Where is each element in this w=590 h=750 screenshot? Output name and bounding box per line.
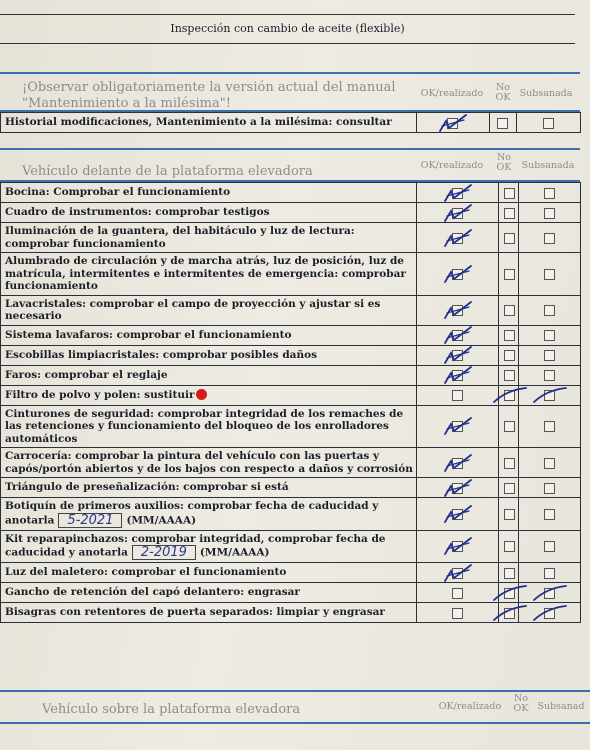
checkbox[interactable]: [504, 483, 515, 494]
row-label-cell: [1, 113, 417, 133]
checkbox[interactable]: [543, 118, 554, 129]
row-label: Historial modificaciones, Mantenimiento a la milésima: consultar: [5, 116, 392, 129]
no-ok-checkbox[interactable]: [499, 419, 521, 435]
ok-checkbox[interactable]: [447, 419, 469, 435]
red-dot-icon: [196, 389, 207, 400]
row-label-cell: [1, 530, 417, 563]
ok-checkbox[interactable]: [447, 328, 469, 344]
ok-checkbox[interactable]: [447, 267, 469, 283]
col-subsanada-header: Subsanada: [519, 88, 573, 99]
subsanada-checkbox[interactable]: [539, 507, 561, 523]
checkbox[interactable]: [544, 568, 555, 579]
subsanada-checkbox[interactable]: [539, 566, 561, 582]
col-no-ok-header: No OK: [495, 82, 511, 103]
subsanada-checkbox[interactable]: [539, 206, 561, 222]
subsanada-checkbox[interactable]: [539, 186, 561, 202]
section-front: [0, 148, 581, 623]
row-label: Faros: comprobar el reglaje: [5, 368, 168, 381]
checkbox[interactable]: [544, 208, 555, 219]
ok-checkbox[interactable]: [447, 368, 469, 384]
checklist-row: [1, 223, 581, 253]
no-ok-checkbox[interactable]: [499, 267, 521, 283]
checkbox[interactable]: [544, 541, 555, 552]
ok-checkbox[interactable]: [447, 586, 469, 602]
ok-checkbox[interactable]: [447, 456, 469, 472]
row-label: Iluminación de la guantera, del habitáculo y luz de lectura: comprobar funcionamiento: [5, 225, 355, 250]
no-ok-checkbox[interactable]: [499, 368, 521, 384]
section-manual-table: [0, 112, 581, 133]
ok-checkbox[interactable]: [447, 539, 469, 555]
checklist-row: [1, 325, 581, 345]
checkbox[interactable]: [504, 305, 515, 316]
col-subsanada-header: Subsanad: [537, 701, 585, 712]
row-label-cell: [1, 448, 417, 478]
subsanada-checkbox[interactable]: [539, 481, 561, 497]
checklist-row: [1, 253, 581, 296]
col-no-ok-header: No OK: [496, 152, 512, 173]
row-label-cell: [1, 295, 417, 325]
subsanada-checkbox[interactable]: [539, 231, 561, 247]
subsanada-checkbox[interactable]: [539, 419, 561, 435]
row-label-cell: [1, 583, 417, 603]
subsanada-checkbox[interactable]: [539, 388, 561, 404]
no-ok-checkbox[interactable]: [499, 186, 521, 202]
ok-checkbox[interactable]: [447, 303, 469, 319]
no-ok-checkbox[interactable]: [499, 586, 521, 602]
row-label-cell: [1, 253, 417, 296]
date-format-hint: (MM/AAAA): [126, 514, 197, 526]
checklist-row: [1, 295, 581, 325]
checkbox[interactable]: [504, 458, 515, 469]
no-ok-checkbox[interactable]: [499, 606, 521, 622]
ok-checkbox[interactable]: [447, 388, 469, 404]
row-label: Carrocería: comprobar la pintura del vehículo con las puertas y capós/portón abiertos y de los bajos con respecto a daños y corrosión: [5, 450, 413, 475]
col-ok-header: OK/realizado: [438, 701, 502, 712]
no-ok-checkbox[interactable]: [499, 566, 521, 582]
no-ok-checkbox[interactable]: [499, 206, 521, 222]
checklist-row: [1, 563, 581, 583]
checkbox[interactable]: [544, 188, 555, 199]
ok-checkbox[interactable]: [447, 186, 469, 202]
row-label-cell: [1, 345, 417, 365]
no-ok-checkbox[interactable]: [499, 456, 521, 472]
date-format-hint: (MM/AAAA): [199, 546, 270, 559]
row-label-cell: [1, 563, 417, 583]
row-label-cell: [1, 365, 417, 385]
row-label: Bisagras con retentores de puerta separados: limpiar y engrasar: [5, 606, 385, 619]
row-label-cell: [1, 223, 417, 253]
row-label: Luz del maletero: comprobar el funcionamiento: [5, 566, 287, 579]
row-label: Kit reparapinchazos: comprobar integridad, comprobar fecha de caducidad y anotarla: [5, 532, 386, 559]
col-no-ok-header: No OK: [513, 693, 529, 714]
no-ok-checkbox[interactable]: [492, 116, 514, 132]
no-ok-checkbox[interactable]: [499, 481, 521, 497]
row-label: Filtro de polvo y polen: sustituir: [5, 388, 195, 401]
ok-checkbox[interactable]: [447, 606, 469, 622]
row-label: Cinturones de seguridad: comprobar integridad de los remaches de las retenciones y funcionamiento del bloqueo de los enrolladores automáticos: [5, 407, 404, 445]
checklist-row: [1, 385, 581, 405]
no-ok-checkbox[interactable]: [499, 231, 521, 247]
ok-checkbox[interactable]: [447, 348, 469, 364]
checklist-row: [1, 203, 581, 223]
section-lift-title: Vehículo sobre la plataforma elevadora: [42, 702, 301, 717]
checkbox[interactable]: [544, 421, 555, 432]
checkbox[interactable]: [544, 370, 555, 381]
subsanada-checkbox[interactable]: [539, 539, 561, 555]
ok-checkbox[interactable]: [447, 231, 469, 247]
no-ok-checkbox[interactable]: [499, 348, 521, 364]
handwritten-date-field[interactable]: 2-2019: [132, 545, 196, 560]
checkbox[interactable]: [504, 370, 515, 381]
row-label: Sistema lavafaros: comprobar el funcionamiento: [5, 328, 292, 341]
checklist-row: [1, 448, 581, 478]
subsanada-checkbox[interactable]: [539, 586, 561, 602]
checkbox[interactable]: [544, 483, 555, 494]
row-label-cell: [1, 325, 417, 345]
col-subsanada-header: Subsanada: [521, 160, 575, 171]
checkbox[interactable]: [504, 350, 515, 361]
checkbox[interactable]: [452, 390, 463, 401]
checkbox[interactable]: [504, 269, 515, 280]
row-label: Gancho de retención del capó delantero: engrasar: [5, 586, 300, 599]
checkbox[interactable]: [544, 305, 555, 316]
row-label: Escobillas limpiacristales: comprobar posibles daños: [5, 348, 318, 361]
subsanada-checkbox[interactable]: [538, 116, 560, 132]
checklist-row: [1, 345, 581, 365]
checkbox[interactable]: [504, 568, 515, 579]
checklist-row: [1, 183, 581, 203]
checklist-row: [1, 405, 581, 448]
col-ok-header: OK/realizado: [420, 160, 484, 171]
ok-checkbox[interactable]: [447, 566, 469, 582]
section-front-table: [0, 182, 581, 623]
checkbox[interactable]: [544, 269, 555, 280]
row-label: Cuadro de instrumentos: comprobar testigos: [5, 206, 270, 219]
no-ok-checkbox[interactable]: [499, 507, 521, 523]
no-ok-checkbox[interactable]: [499, 303, 521, 319]
row-label: Botiquín de primeros auxilios: comprobar fecha de caducidad y anotarla: [5, 500, 379, 526]
checklist-row: [1, 583, 581, 603]
checkbox[interactable]: [504, 208, 515, 219]
handwritten-date-field[interactable]: 5-2021: [58, 513, 122, 528]
checkbox[interactable]: [504, 188, 515, 199]
subsanada-checkbox[interactable]: [539, 606, 561, 622]
document-title: Inspección con cambio de aceite (flexible): [0, 14, 575, 44]
checklist-row: [1, 478, 581, 498]
checklist-row: [1, 603, 581, 623]
section-front-title: Vehículo delante de la plataforma elevadora: [22, 164, 313, 179]
checkbox[interactable]: [504, 330, 515, 341]
row-label-cell: [1, 385, 417, 405]
checkbox[interactable]: [544, 233, 555, 244]
subsanada-checkbox[interactable]: [539, 328, 561, 344]
row-label: Alumbrado de circulación y de marcha atrás, luz de posición, luz de matrícula, intermitentes e intermitentes de emergencia: comprobar funcionamiento: [5, 255, 406, 292]
section-lift: [0, 690, 590, 724]
row-label: Lavacristales: comprobar el campo de proyección y ajustar si es necesario: [5, 297, 381, 322]
subsanada-checkbox[interactable]: [539, 303, 561, 319]
subsanada-checkbox[interactable]: [539, 348, 561, 364]
checkbox[interactable]: [504, 541, 515, 552]
section-manual-title: ¡Observar obligatoriamente la versión actual del manual "Mantenimiento a la milésima"!: [22, 80, 396, 111]
subsanada-checkbox[interactable]: [539, 456, 561, 472]
ok-checkbox[interactable]: [447, 481, 469, 497]
checkbox[interactable]: [544, 330, 555, 341]
section-lift-header: [0, 690, 590, 724]
row-label: Bocina: Comprobar el funcionamiento: [5, 186, 231, 199]
row-label: Triángulo de preseñalización: comprobar si está: [5, 481, 289, 494]
ok-checkbox[interactable]: [447, 206, 469, 222]
checkbox[interactable]: [544, 350, 555, 361]
checkbox[interactable]: [504, 509, 515, 520]
row-label-cell: [1, 405, 417, 448]
subsanada-checkbox[interactable]: [539, 368, 561, 384]
col-ok-header: OK/realizado: [420, 88, 484, 99]
subsanada-checkbox[interactable]: [539, 267, 561, 283]
checklist-row: [1, 365, 581, 385]
checkbox[interactable]: [452, 608, 463, 619]
section-manual: [0, 72, 581, 133]
row-label-cell: [1, 183, 417, 203]
checkbox[interactable]: [497, 118, 508, 129]
checkbox[interactable]: [544, 458, 555, 469]
row-label-cell: [1, 203, 417, 223]
no-ok-checkbox[interactable]: [499, 539, 521, 555]
row-label-cell: [1, 603, 417, 623]
section-manual-header: [0, 72, 580, 112]
checklist-row: [1, 530, 581, 563]
ok-checkbox[interactable]: [447, 507, 469, 523]
checklist-row: [1, 113, 581, 133]
checkbox[interactable]: [504, 233, 515, 244]
checkbox[interactable]: [544, 509, 555, 520]
row-label-cell: [1, 478, 417, 498]
checkbox[interactable]: [504, 421, 515, 432]
section-front-header: [0, 148, 580, 182]
checklist-row: [1, 498, 581, 531]
no-ok-checkbox[interactable]: [499, 388, 521, 404]
row-label-cell: [1, 498, 417, 531]
checkbox[interactable]: [452, 588, 463, 599]
no-ok-checkbox[interactable]: [499, 328, 521, 344]
ok-checkbox[interactable]: [442, 116, 464, 132]
